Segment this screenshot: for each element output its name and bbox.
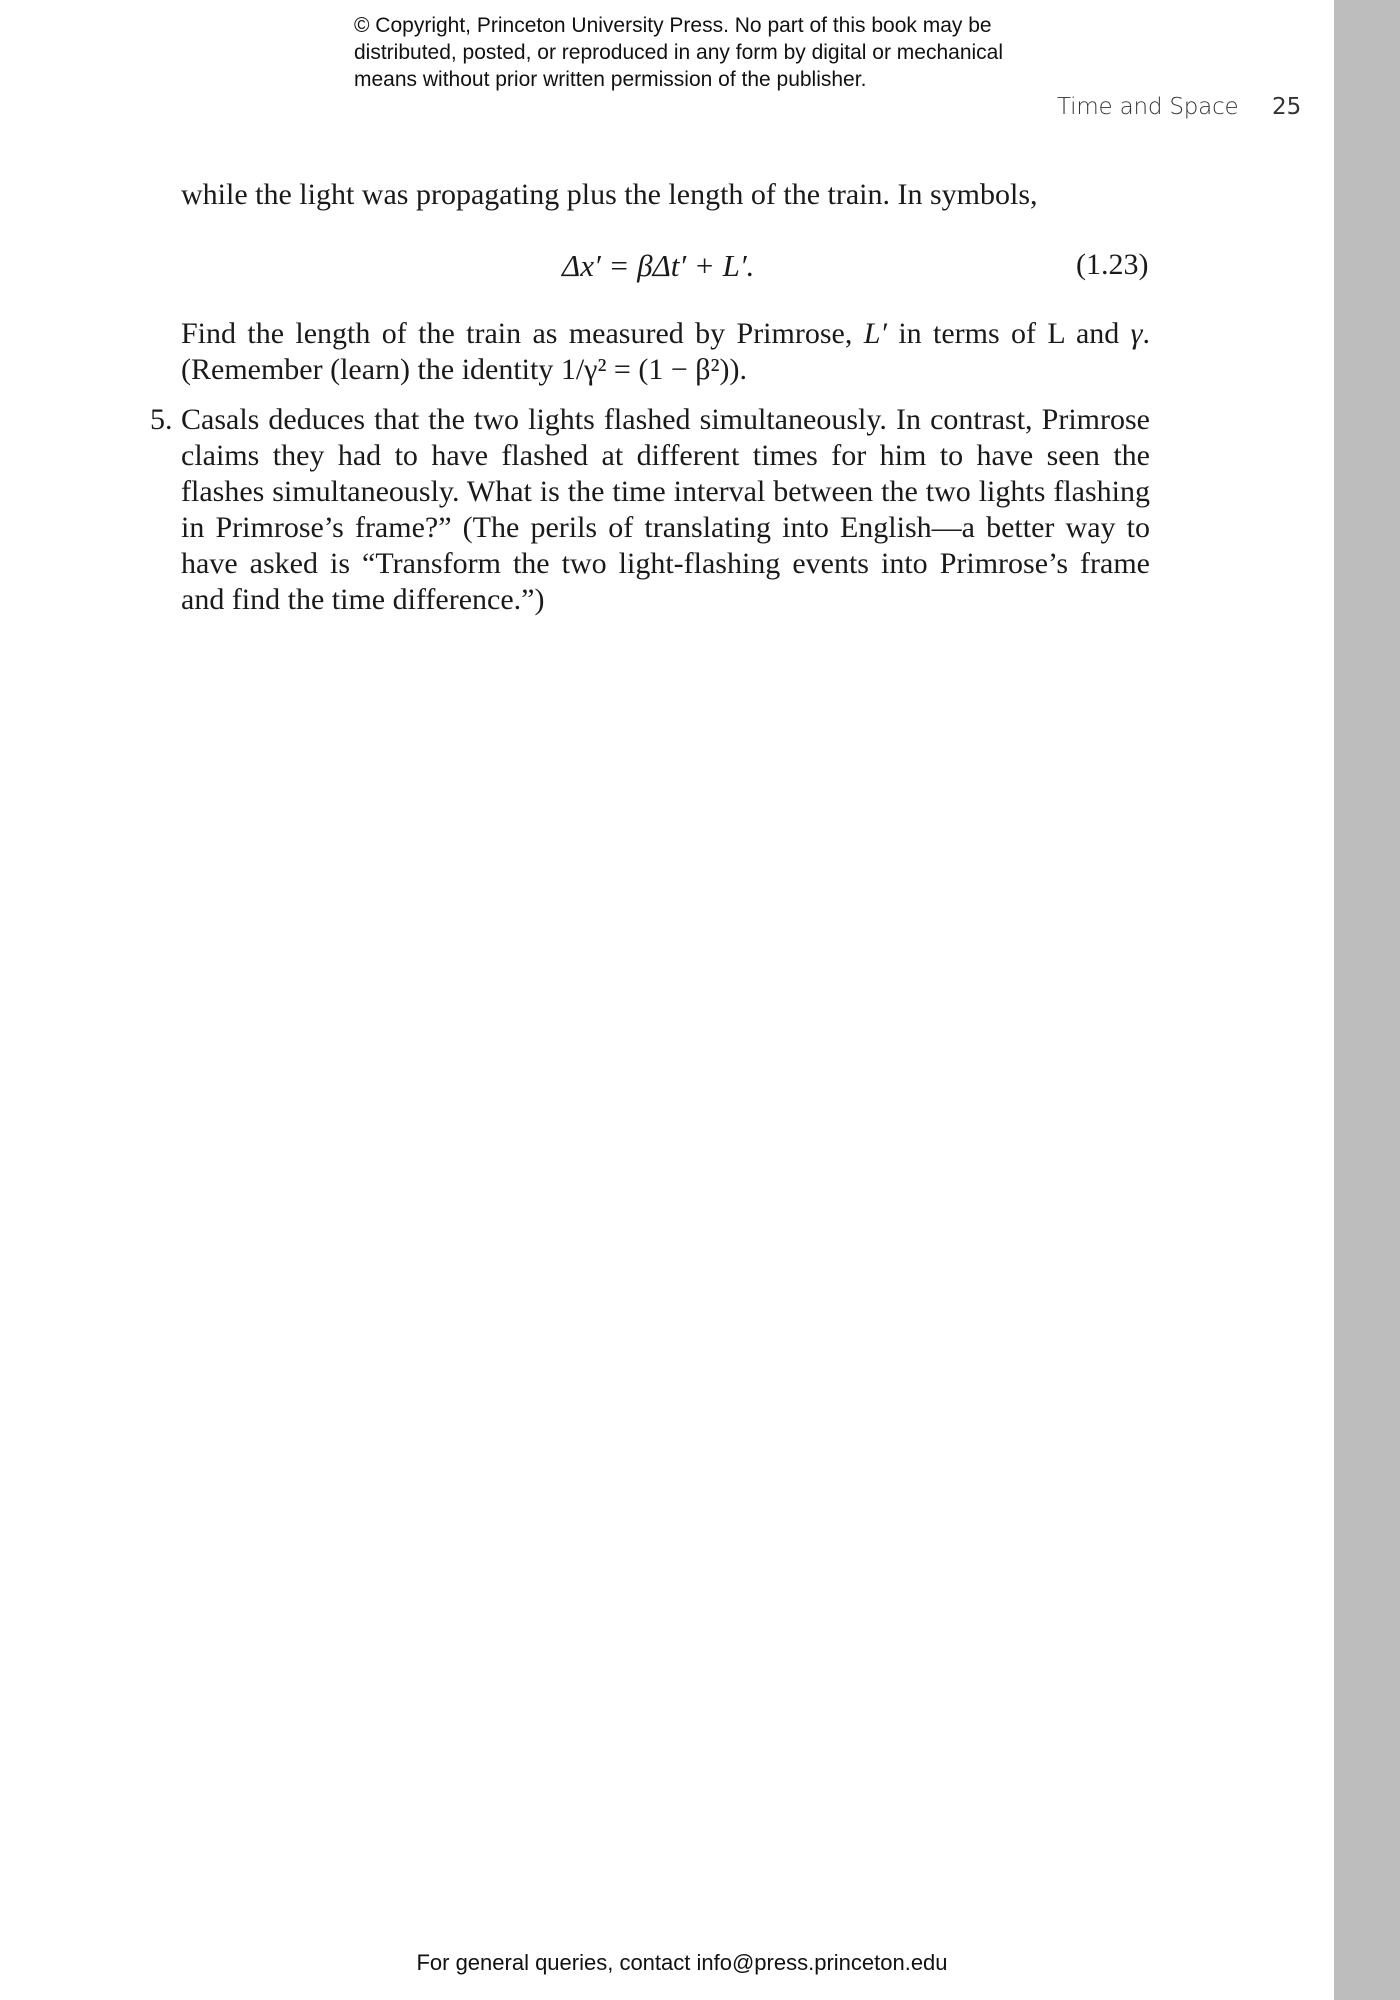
running-head: Time and Space [1057,94,1239,120]
copyright-line: means without prior written permission of the publisher. [354,68,867,91]
text-span: in terms of L and [886,317,1131,350]
remember-identity-line: (Remember (learn) the identity 1/γ² = (1 − β²)). [181,353,748,386]
text-span: . [1142,317,1150,350]
copyright-notice [354,12,1074,93]
list-item-text: Casals deduces that the two lights flashed simultaneously. In contrast, Primrose claims they had to have flashed at different times for him to have seen the flashes simultaneously. What is the time interval between the two lights flashing in Primrose’s frame?” (The perils of translating into English—a better way to have asked is “Transform the two light-flashing events into Primrose’s frame and find the time difference.”) [181,403,1150,616]
text-span: Find the length of the train as measured by Primrose, [181,317,864,350]
equation-number: (1.23) [1076,248,1149,281]
variable-gamma: γ [1130,317,1143,350]
variable-l-prime: L′ [863,317,887,350]
page-edge-bar [1334,0,1400,2000]
find-length-paragraph [181,316,1150,388]
footer-contact: For general queries, contact info@press.princeton.edu [416,1950,948,1975]
list-item-number: 5. [150,403,173,436]
list-item-5 [150,402,1150,618]
copyright-line: © Copyright, Princeton University Press. No part of this book may be [354,14,992,37]
continuation-text: while the light was propagating plus the length of the train. In symbols, [181,178,1038,211]
copyright-line: distributed, posted, or reproduced in any form by digital or mechanical [354,41,1004,64]
equation: Δx′ = βΔt′ + L′. [562,248,755,283]
find-length-line [181,316,1150,352]
page-number: 25 [1272,94,1302,120]
